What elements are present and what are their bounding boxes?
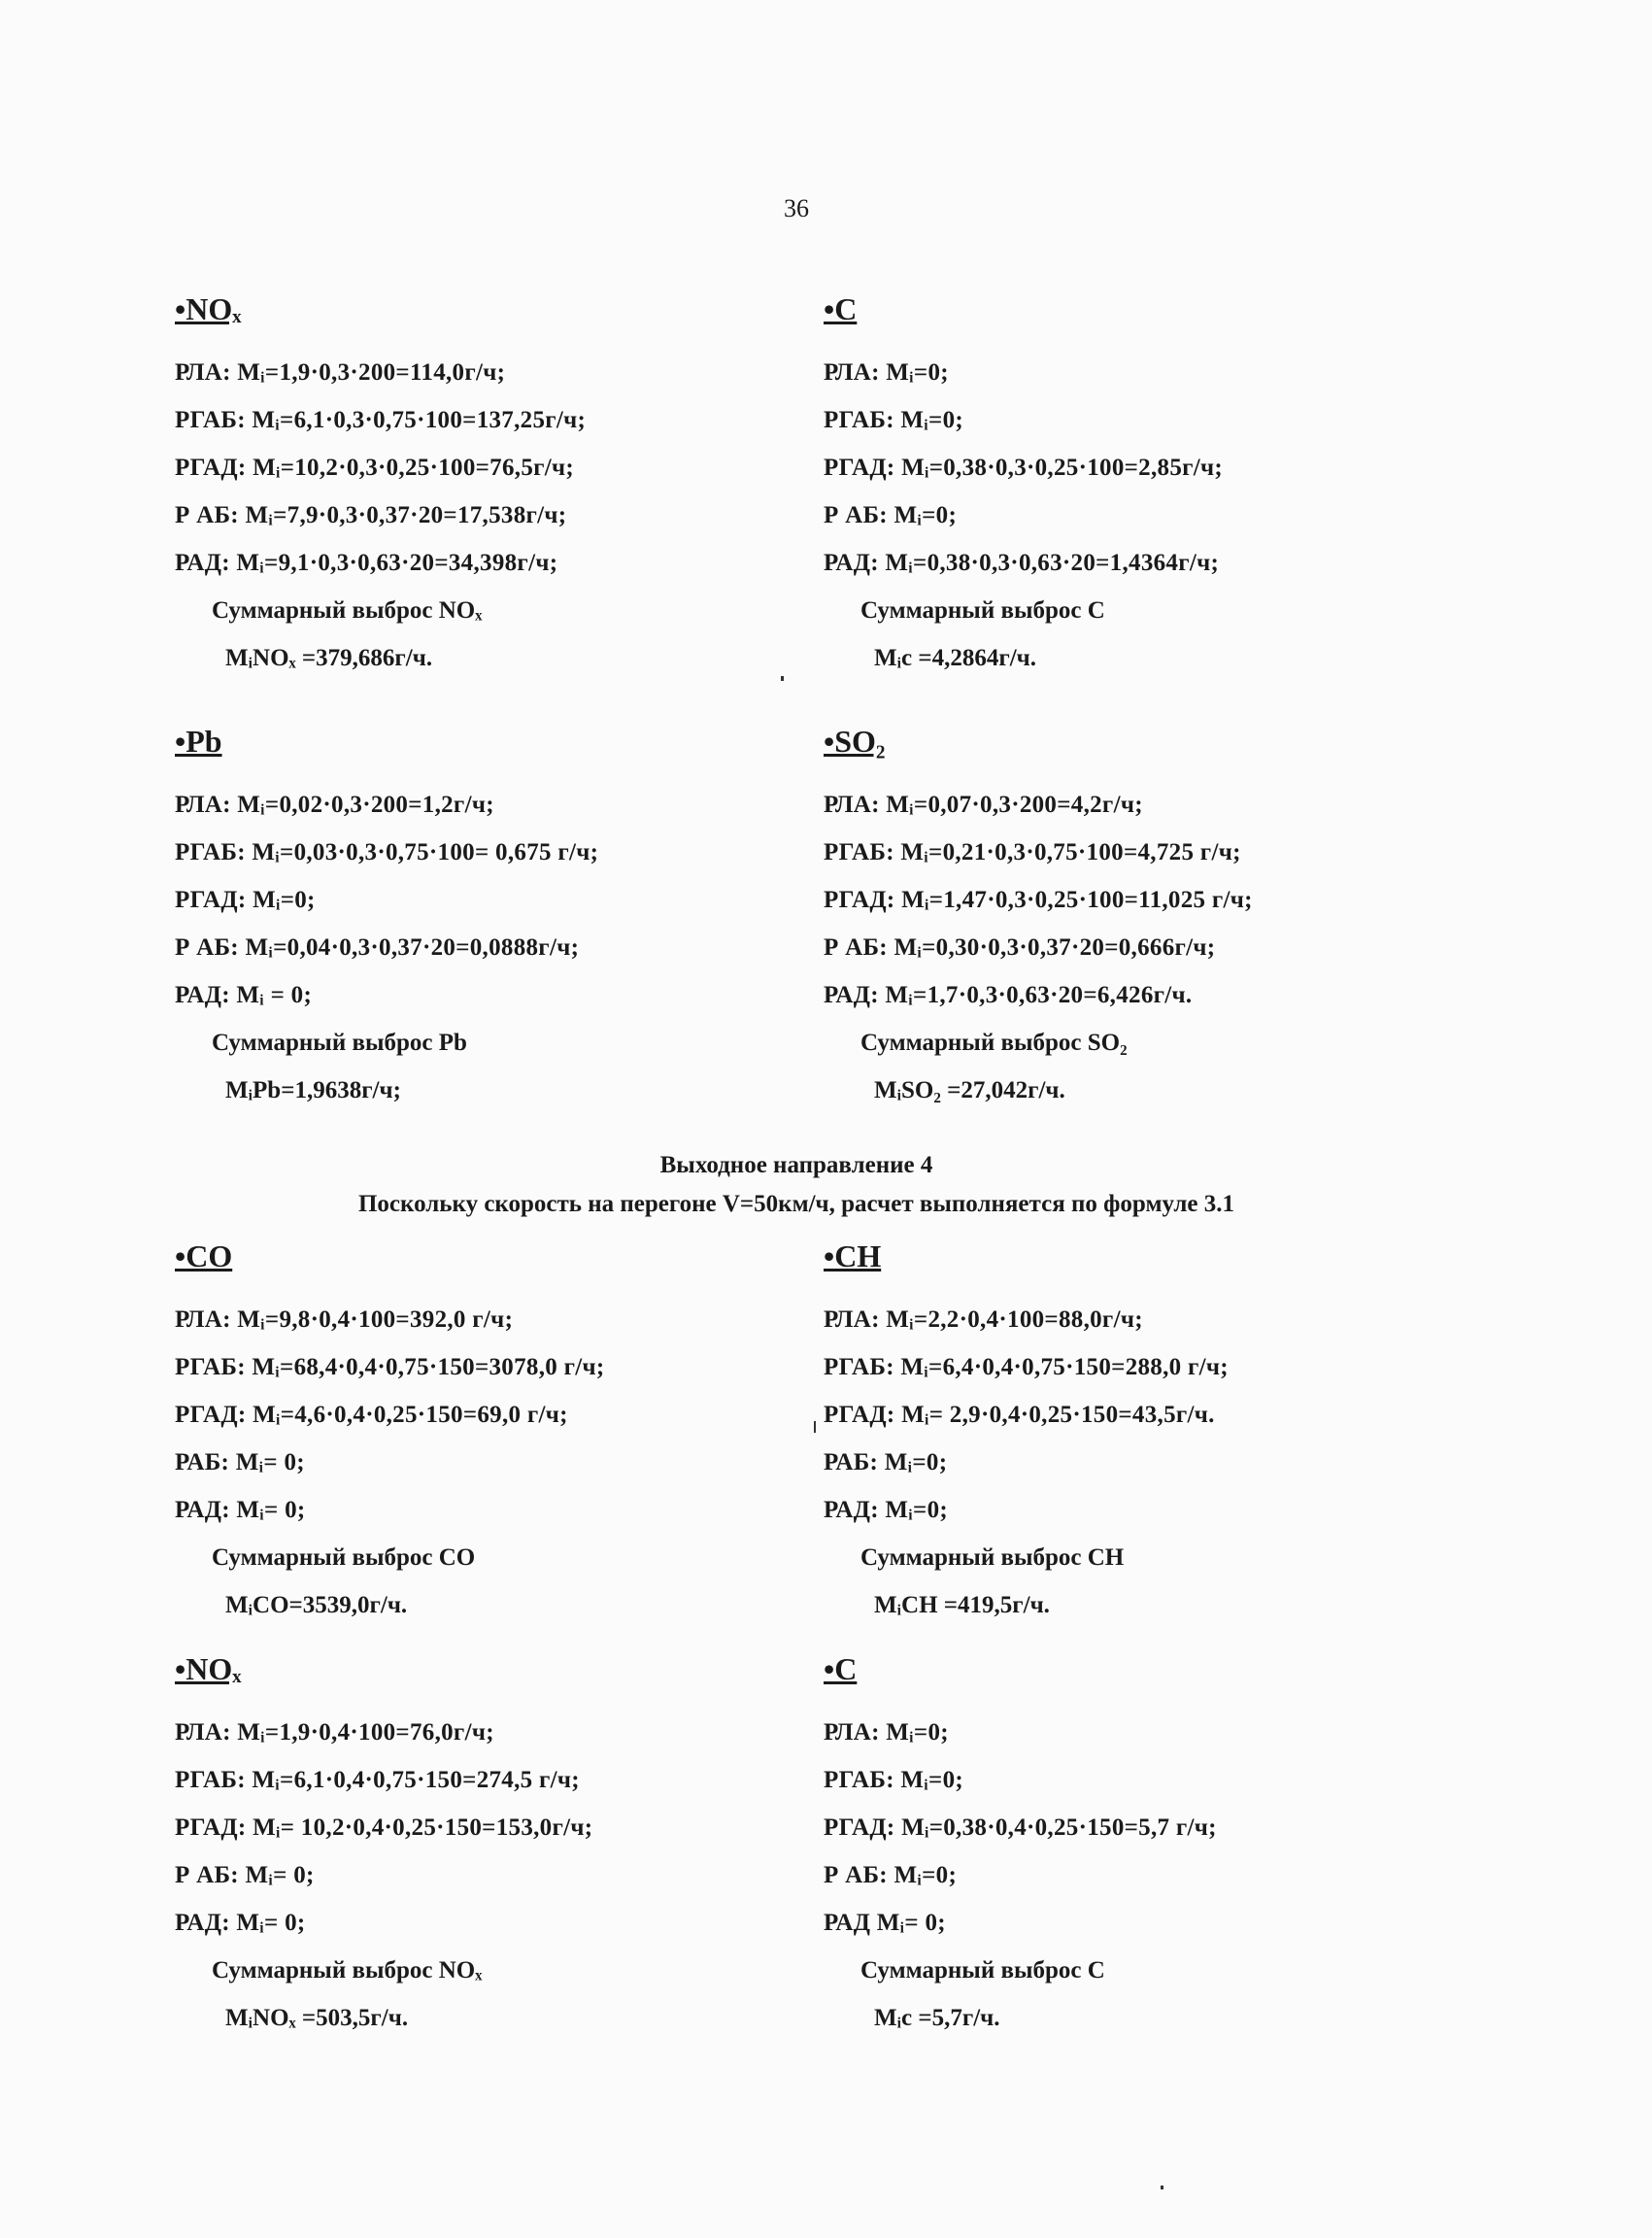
calc-line: РГАБ: Mᵢ=0,03·0,3·0,75·100= 0,675 г/ч; [175,839,599,865]
summary-value: MᵢCH =419,5г/ч. [874,1592,1050,1618]
block-title: •Pb [175,724,222,759]
calc-line: РАД: Mᵢ=1,7·0,3·0,63·20=6,426г/ч. [824,982,1193,1008]
calc-line: РАБ: Mᵢ=0; [824,1449,948,1475]
page-number: 36 [784,194,809,222]
calc-line: РАД Mᵢ= 0; [824,1910,946,1936]
calc-line: РГАД: Mᵢ=0; [175,887,316,913]
calc-line: РЛА: Mᵢ=0; [824,1719,949,1746]
calc-line: Р АБ: Mᵢ=0; [824,502,958,528]
calc-line: РАД: Mᵢ=0; [824,1497,948,1523]
summary-value: MᵢSO₂ =27,042г/ч. [874,1077,1065,1103]
block-title: •NOₓ [175,291,242,326]
calc-line: Р АБ: Mᵢ=0,30·0,3·0,37·20=0,666г/ч; [824,934,1216,961]
calc-line: Р АБ: Mᵢ=0; [824,1862,958,1888]
summary-label: Суммарный выброс СО [212,1544,476,1571]
scan-speck [781,676,784,681]
emission-block-co [175,1238,605,1634]
calc-line: РЛА: Mᵢ=1,9·0,3·200=114,0г/ч; [175,359,506,386]
summary-value: MᵢCO=3539,0г/ч. [225,1592,408,1618]
emission-block-nox-lower [175,1651,592,2047]
emission-block-ch [824,1238,1229,1634]
calc-line: РАД: Mᵢ= 0; [175,1497,306,1523]
calc-line: РГАБ: Mᵢ=68,4·0,4·0,75·150=3078,0 г/ч; [175,1354,605,1380]
emission-block-c-upper [824,291,1223,687]
summary-label: Суммарный выброс NOₓ [212,1957,483,1984]
calc-line: РЛА: Mᵢ=0,02·0,3·200=1,2г/ч; [175,792,494,818]
block-title: •CO [175,1238,233,1273]
section-note: Поскольку скорость на перегоне V=50км/ч, расчет выполняется по формуле 3.1 [357,1191,1234,1217]
calc-line: РАД: Mᵢ=9,1·0,3·0,63·20=34,398г/ч; [175,550,558,576]
calc-line: РАД: Mᵢ = 0; [175,982,313,1008]
summary-label: Суммарный выброс С [860,597,1105,624]
calc-line: РГАБ: Mᵢ=6,4·0,4·0,75·150=288,0 г/ч; [824,1354,1229,1380]
calc-line: РГАБ: Mᵢ=0; [824,1767,964,1793]
calc-line: РГАД: Mᵢ= 10,2·0,4·0,25·150=153,0г/ч; [175,1814,593,1841]
emission-block-c-lower [824,1651,1217,2047]
calc-line: Р АБ: Mᵢ=0,04·0,3·0,37·20=0,0888г/ч; [175,934,580,961]
emission-block-nox-upper [175,291,586,687]
calc-line: РАД: Mᵢ=0,38·0,3·0,63·20=1,4364г/ч; [824,550,1220,576]
calc-line: РГАД: Mᵢ=0,38·0,3·0,25·100=2,85г/ч; [824,455,1224,481]
summary-label: Суммарный выброс С [860,1957,1105,1984]
calc-line: РЛА: Mᵢ=9,8·0,4·100=392,0 г/ч; [175,1306,514,1333]
block-title: •NOₓ [175,1651,242,1686]
calc-line: РГАД: Mᵢ=0,38·0,4·0,25·150=5,7 г/ч; [824,1814,1217,1841]
summary-value: MᵢNOₓ =379,686г/ч. [225,645,433,671]
summary-label: Суммарный выброс СН [860,1544,1125,1571]
summary-label: Суммарный выброс SO₂ [860,1030,1128,1056]
block-title: •CH [824,1238,882,1273]
calc-line: РГАД: Mᵢ= 2,9·0,4·0,25·150=43,5г/ч. [824,1402,1215,1428]
calc-line: РГАБ: Mᵢ=6,1·0,3·0,75·100=137,25г/ч; [175,407,587,433]
calc-line: РЛА: Mᵢ=1,9·0,4·100=76,0г/ч; [175,1719,494,1746]
emission-block-pb [175,724,598,1119]
calc-line: РЛА: Mᵢ=2,2·0,4·100=88,0г/ч; [824,1306,1143,1333]
summary-value: Mᵢc =5,7г/ч. [874,2005,1000,2031]
section-heading: Выходное направление 4 [659,1152,933,1178]
calc-line: РГАД: Mᵢ=1,47·0,3·0,25·100=11,025 г/ч; [824,887,1253,913]
emission-block-so2 [824,724,1253,1119]
calc-line: РАБ: Mᵢ= 0; [175,1449,305,1475]
summary-label: Суммарный выброс Pb [212,1030,467,1056]
summary-value: MᵢPb=1,9638г/ч; [225,1077,401,1103]
summary-value: MᵢNOₓ =503,5г/ч. [225,2005,409,2031]
scan-speck [1161,2186,1163,2189]
block-title: •C [824,291,858,326]
calc-line: РГАД: Mᵢ=10,2·0,3·0,25·100=76,5г/ч; [175,455,575,481]
calc-line: Р АБ: Mᵢ=7,9·0,3·0,37·20=17,538г/ч; [175,502,567,528]
calc-line: РЛА: Mᵢ=0,07·0,3·200=4,2г/ч; [824,792,1143,818]
calc-line: РГАБ: Mᵢ=0; [824,407,964,433]
calc-line: РЛА: Mᵢ=0; [824,359,949,386]
calc-line: Р АБ: Mᵢ= 0; [175,1862,315,1888]
summary-value: Mᵢc =4,2864г/ч. [874,645,1037,671]
summary-label: Суммарный выброс NOₓ [212,597,483,624]
scan-speck [814,1421,816,1433]
calc-line: РАД: Mᵢ= 0; [175,1910,306,1936]
block-title: •SO₂ [824,724,886,759]
calc-line: РГАБ: Mᵢ=6,1·0,4·0,75·150=274,5 г/ч; [175,1767,580,1793]
calc-line: РГАД: Mᵢ=4,6·0,4·0,25·150=69,0 г/ч; [175,1402,568,1428]
block-title: •C [824,1651,858,1686]
calc-line: РГАБ: Mᵢ=0,21·0,3·0,75·100=4,725 г/ч; [824,839,1241,865]
